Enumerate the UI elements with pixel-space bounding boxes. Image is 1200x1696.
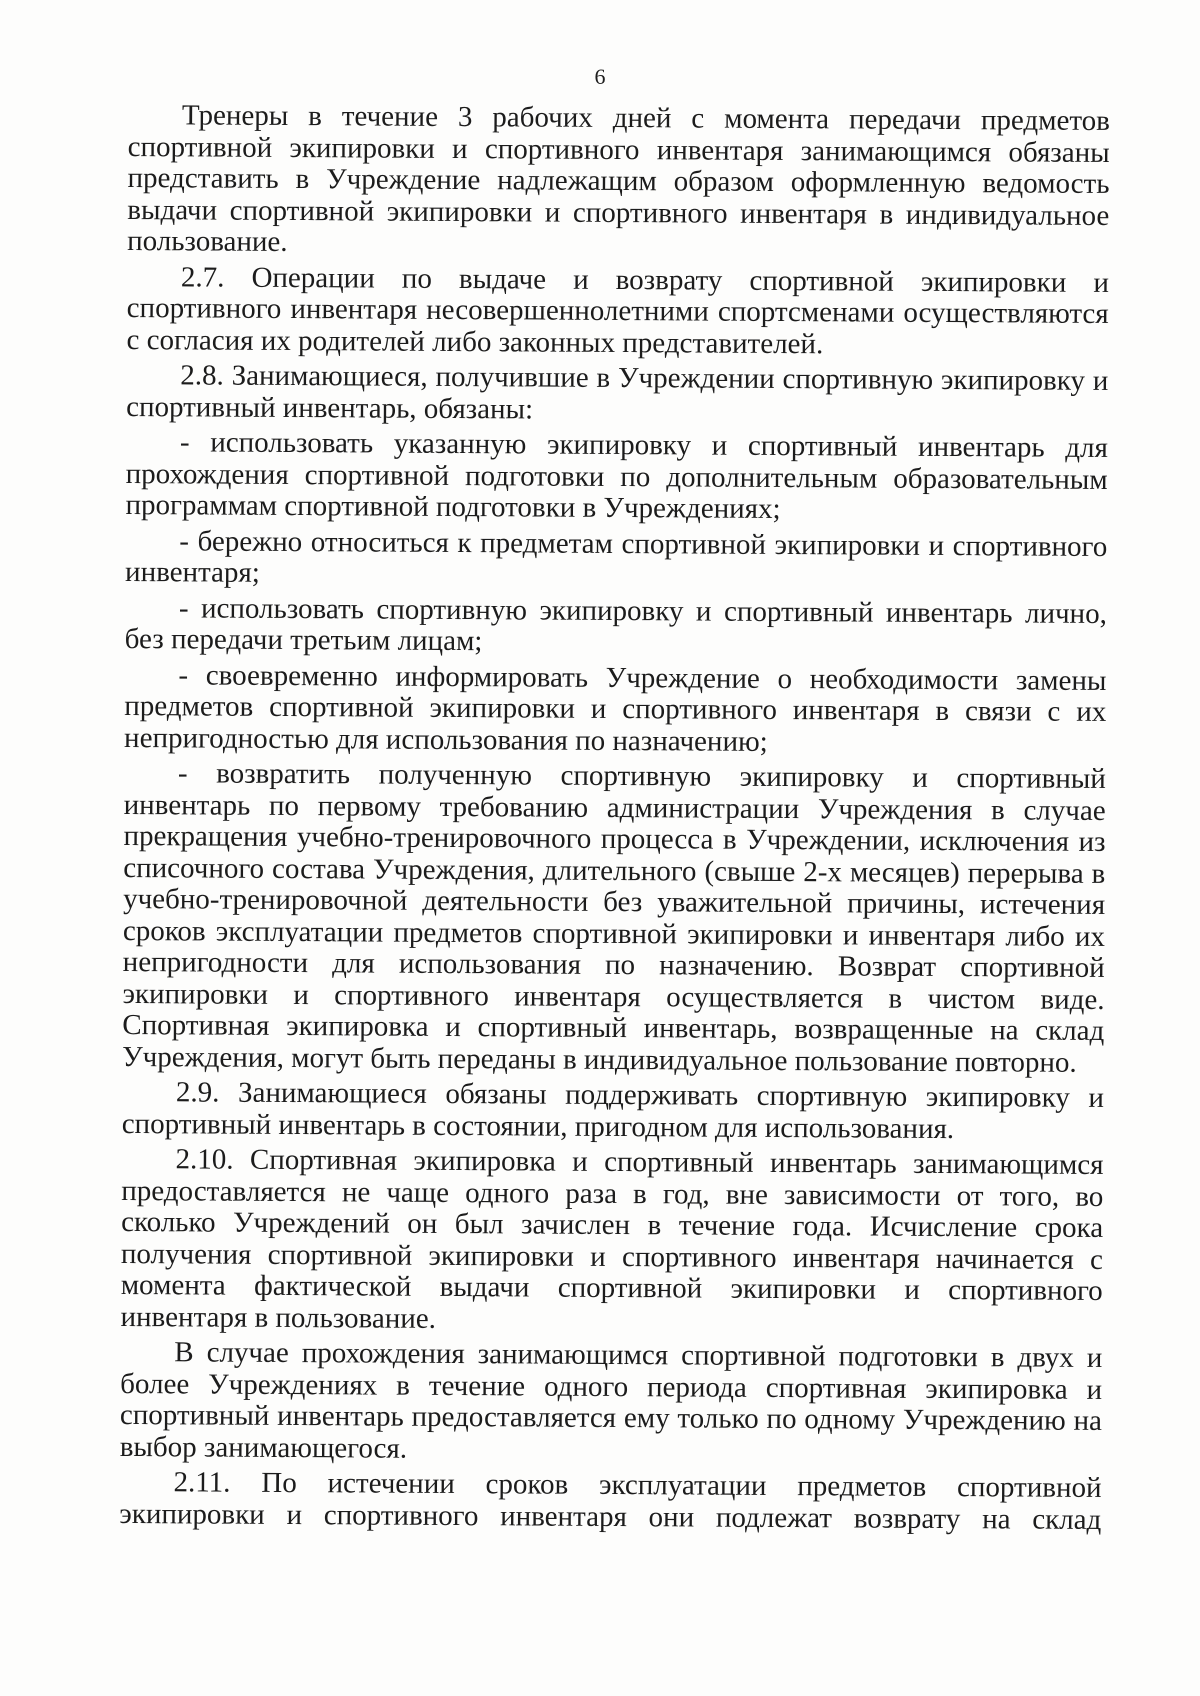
list-item-inform-replacement: - своевременно информировать Учреждение о необходимости замены предметов спортивной экипировки и спортивного инвентаря в связи с их непригодностью для использования по назначению; bbox=[124, 658, 1107, 758]
paragraph-2-11: 2.11. По истечении сроков эксплуатации предметов спортивной экипировки и спортивного инвентаря они подлежат возврату на склад bbox=[119, 1466, 1102, 1536]
list-item-careful-handling: - бережно относиться к предметам спортивной экипировки и спортивного инвентаря; bbox=[125, 524, 1108, 589]
list-item-return-equipment: - возвратить полученную спортивную экипировку и спортивный инвентарь по первому требованию администрации Учреждения в случае прекращения учебно-тренировочного процесса в Учреждении, исключения из списочного состава Учреждения, длительного (свыше 2-х месяцев) перерыва в учебно-тренировочной деятельности без уважительной причины, истечения сроков эксплуатации предметов спортивной экипировки и инвентаря либо их непригодности для использования по назначению. Возврат спортивной экипировки и спортивного инвентаря осуществляется в чистом виде. Спортивная экипировка и спортивный инвентарь, возвращенные на склад Учреждения, могут быть переданы в индивидуальное пользование повторно. bbox=[122, 757, 1106, 1079]
paragraph-2-9: 2.9. Занимающиеся обязаны поддерживать спортивную экипировку и спортивный инвентарь в состоянии, пригодном для использования. bbox=[121, 1076, 1105, 1145]
document-body bbox=[119, 100, 1110, 1540]
paragraph-2-8: 2.8. Занимающиеся, получившие в Учреждении спортивную экипировку и спортивный инвентарь, обязаны: bbox=[126, 359, 1109, 425]
page-number: 6 bbox=[594, 64, 606, 89]
paragraph-trainers-statement: Тренеры в течение 3 рабочих дней с момента передачи предметов спортивной экипировки и спортивного инвентаря занимающимся обязаны представить в Учреждение надлежащим образом оформленную ведомость выдачи спортивной экипировки и спортивного инвентаря в индивидуальное пользование. bbox=[127, 99, 1110, 258]
paragraph-2-7: 2.7. Операции по выдаче и возврату спортивной экипировки и спортивного инвентаря несовершеннолетними спортсменами осуществляются с согласия их родителей либо законных представителей. bbox=[126, 260, 1110, 360]
paragraph-2-10: 2.10. Спортивная экипировка и спортивный инвентарь занимающимся предоставляется не чаще одного раза в год, вне зависимости от того, во сколько Учреждений он был зачислен в течение года. Исчисление срока получения спортивной экипировки и спортивного инвентаря начинается с момента фактической выдачи спортивной экипировки и спортивного инвентаря в пользование. bbox=[120, 1143, 1104, 1335]
list-item-use-equipment: - использовать указанную экипировку и спортивный инвентарь для прохождения спортивной подготовки по дополнительным образовательным программам спортивной подготовки в Учреждениях; bbox=[125, 426, 1108, 525]
paragraph-multiple-institutions: В случае прохождения занимающимся спортивной подготовки в двух и более Учреждениях в течение одного периода спортивная экипировка и спортивный инвентарь предоставляется ему только по одному Учреждению на выбор занимающегося. bbox=[119, 1336, 1103, 1465]
list-item-personal-use: - использовать спортивную экипировку и спортивный инвентарь лично, без передачи третьим лицам; bbox=[124, 591, 1107, 658]
